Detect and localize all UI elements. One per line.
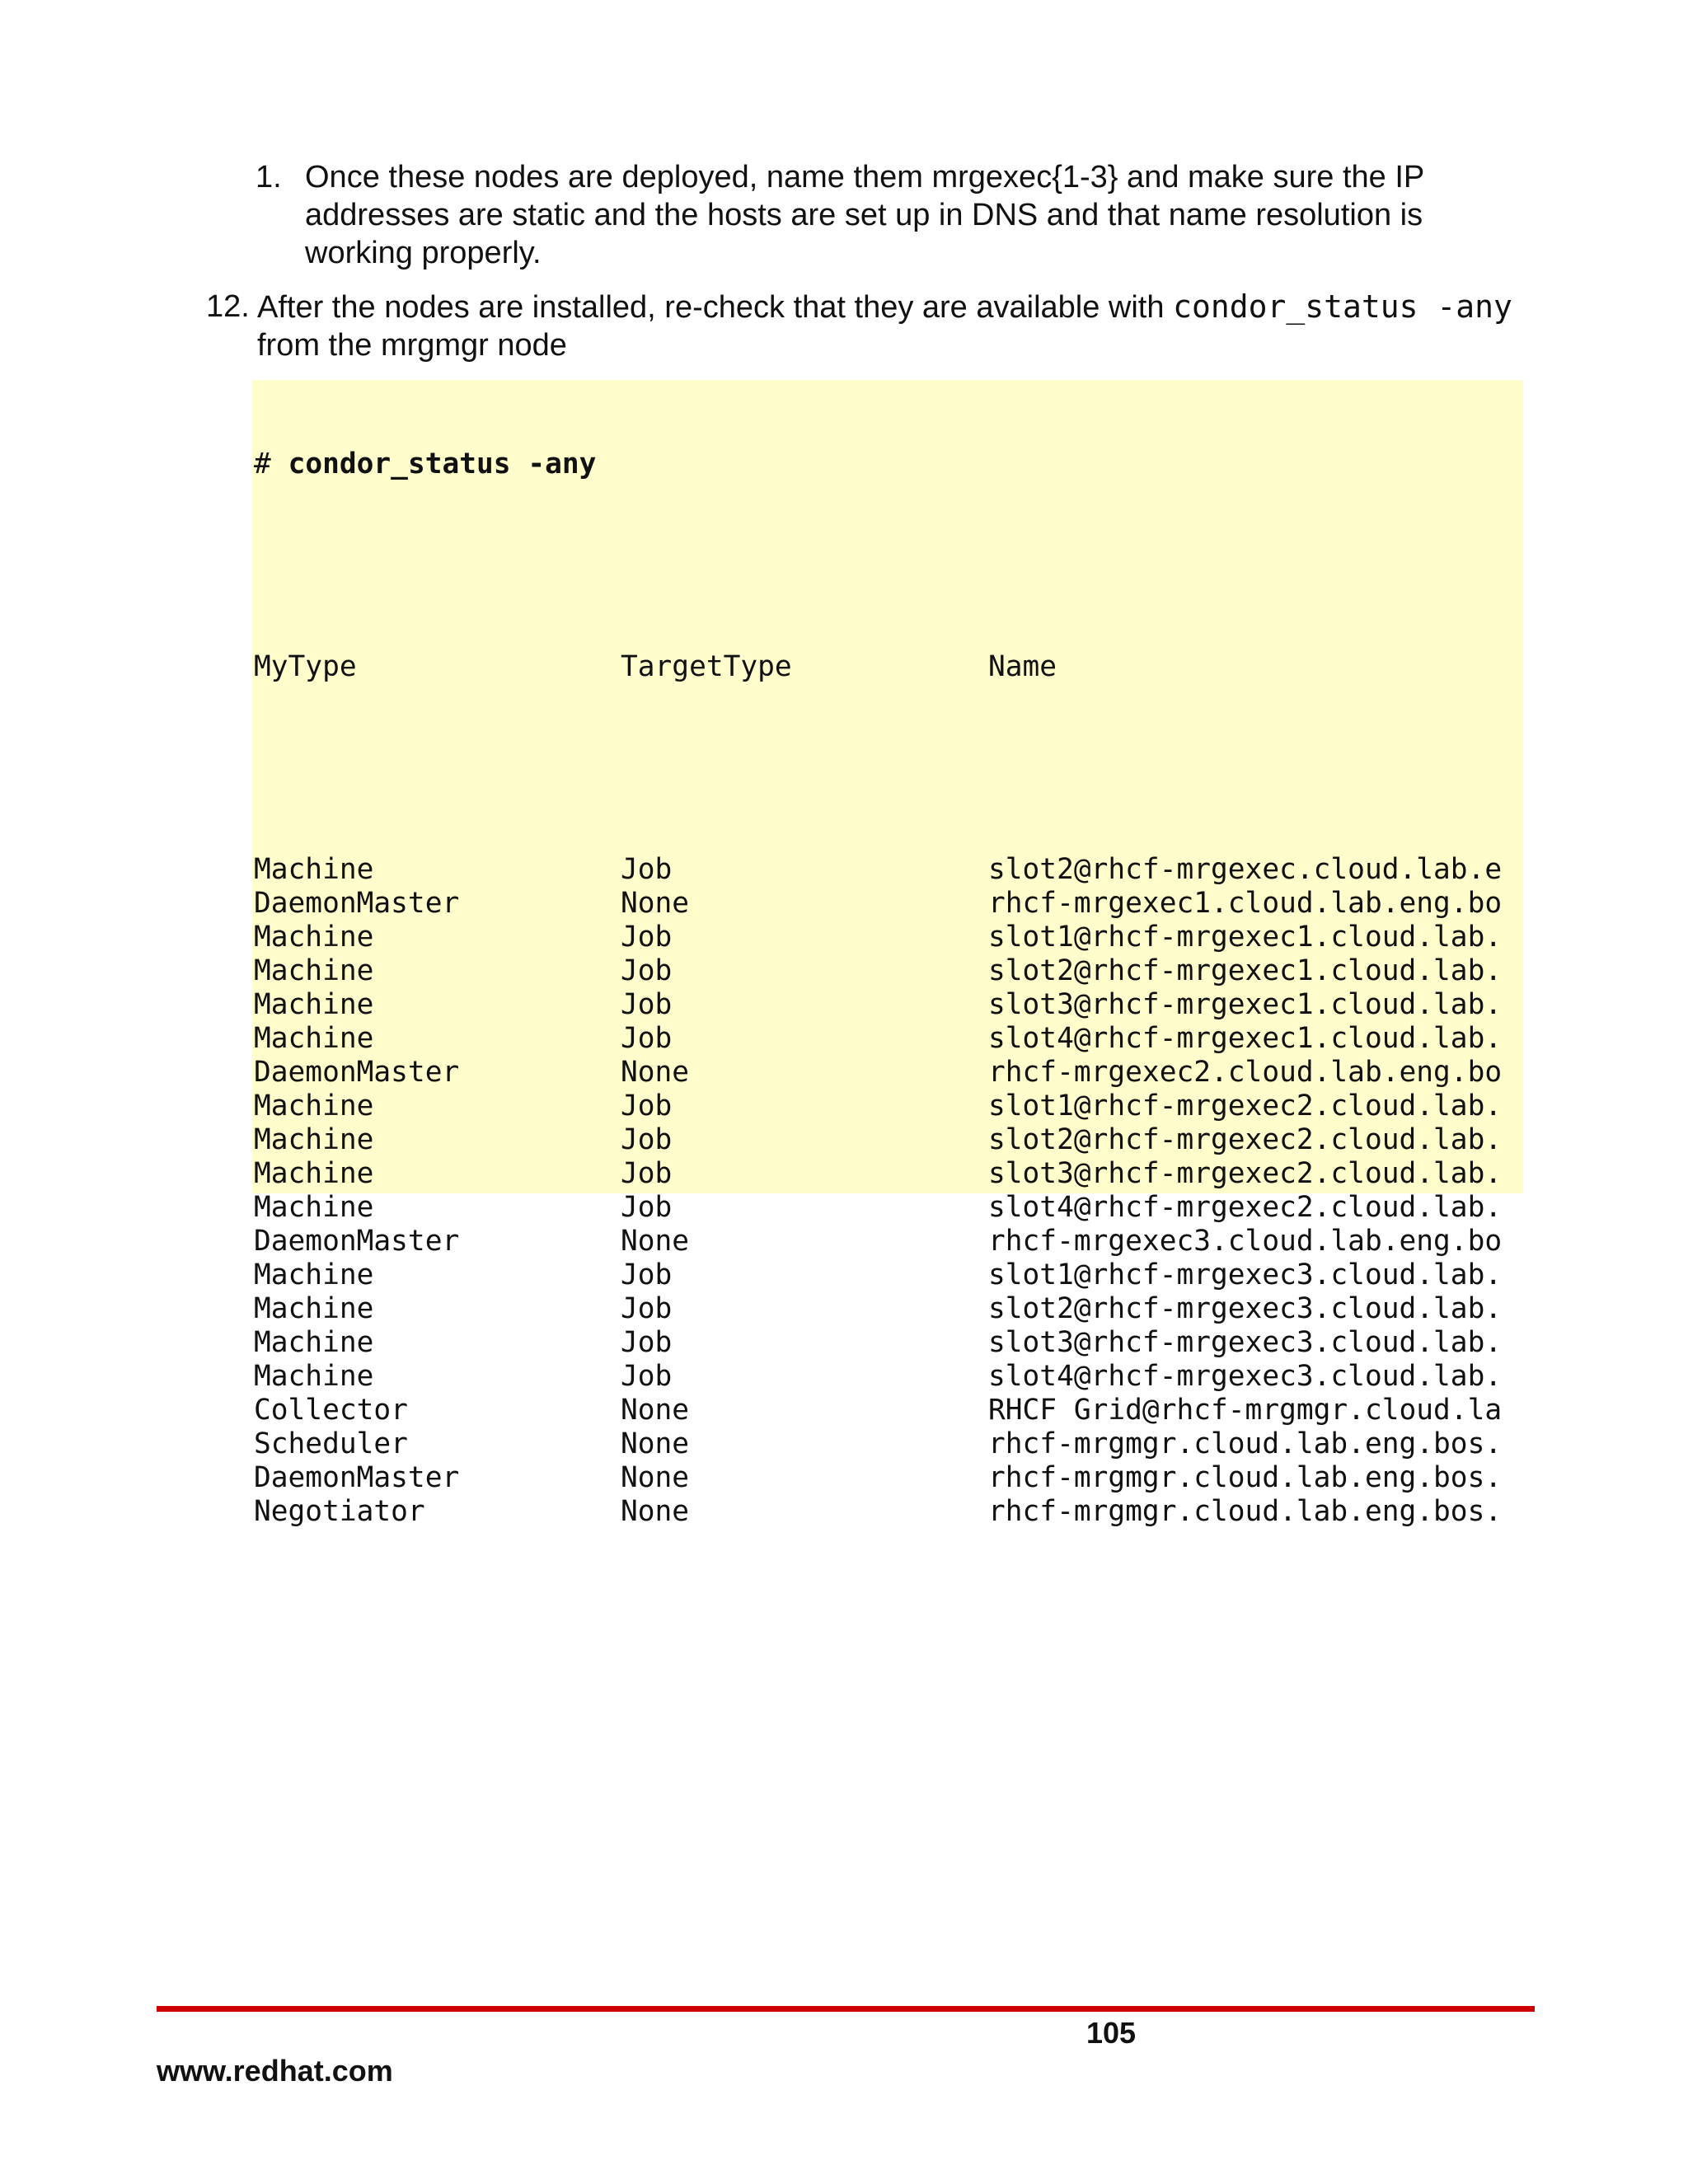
cell-name: slot2@rhcf-mrgexec2.cloud.lab.: [988, 1123, 1503, 1156]
cell-targettype: None: [621, 1225, 690, 1258]
cell-mytype: Machine: [254, 853, 374, 886]
header-name: Name: [988, 650, 1057, 683]
cell-targettype: None: [621, 1427, 690, 1460]
table-row: [252, 1123, 1523, 1157]
table-row: [252, 1258, 1523, 1292]
cell-mytype: Machine: [254, 1191, 374, 1224]
cell-targettype: Job: [621, 1123, 673, 1156]
table-header: [252, 650, 1523, 684]
cell-targettype: Job: [621, 1157, 673, 1190]
blank-line: [252, 752, 1523, 785]
list-item-step-12: [206, 288, 1525, 364]
cell-targettype: Job: [621, 1326, 673, 1359]
cell-targettype: None: [621, 1394, 690, 1427]
cell-mytype: Machine: [254, 1123, 374, 1156]
table-row: [252, 1022, 1523, 1056]
cell-targettype: None: [621, 1461, 690, 1494]
cell-targettype: Job: [621, 954, 673, 987]
page-number: 105: [1086, 2016, 1137, 2050]
cell-targettype: None: [621, 1056, 690, 1089]
cell-name: slot2@rhcf-mrgexec3.cloud.lab.: [988, 1292, 1503, 1325]
table-row: [252, 1225, 1523, 1258]
command-text: condor_status -any: [288, 448, 597, 480]
cell-name: slot4@rhcf-mrgexec3.cloud.lab.: [988, 1360, 1503, 1393]
cell-targettype: Job: [621, 1090, 673, 1122]
cell-name: slot3@rhcf-mrgexec2.cloud.lab.: [988, 1157, 1503, 1190]
table-row: [252, 1191, 1523, 1225]
table-row: [252, 988, 1523, 1022]
table-row: [252, 921, 1523, 954]
cell-targettype: Job: [621, 1292, 673, 1325]
cell-targettype: None: [621, 887, 690, 920]
cell-name: rhcf-mrgexec1.cloud.lab.eng.bo: [988, 887, 1503, 920]
cell-targettype: Job: [621, 988, 673, 1021]
table-row: [252, 1461, 1523, 1495]
cell-name: rhcf-mrgmgr.cloud.lab.eng.bos.: [988, 1427, 1503, 1460]
cell-mytype: DaemonMaster: [254, 1461, 460, 1494]
cell-name: rhcf-mrgexec2.cloud.lab.eng.bo: [988, 1056, 1503, 1089]
cell-name: slot1@rhcf-mrgexec3.cloud.lab.: [988, 1258, 1503, 1291]
cell-mytype: Machine: [254, 988, 374, 1021]
cell-mytype: Machine: [254, 1326, 374, 1359]
cell-targettype: Job: [621, 1191, 673, 1224]
table-row: [252, 954, 1523, 988]
cell-name: slot2@rhcf-mrgexec.cloud.lab.e: [988, 853, 1503, 886]
blank-line: [252, 549, 1523, 583]
step-text: Once these nodes are deployed, name them mrgexec{1-3} and make sure the IP addresses are static and the hosts are set up in DNS and that name resolution is working properly.: [305, 160, 1424, 270]
table-row: [252, 887, 1523, 921]
step-number: 12.: [206, 289, 250, 324]
table-row: [252, 1056, 1523, 1090]
cell-name: rhcf-mrgexec3.cloud.lab.eng.bo: [988, 1225, 1503, 1258]
table-row: [252, 1326, 1523, 1360]
header-mytype: MyType: [254, 650, 357, 683]
step-number: 1.: [256, 160, 282, 194]
cell-mytype: Scheduler: [254, 1427, 408, 1460]
command-line: [252, 448, 1523, 481]
cell-name: slot3@rhcf-mrgexec1.cloud.lab.: [988, 988, 1503, 1021]
cell-mytype: Collector: [254, 1394, 408, 1427]
cell-mytype: DaemonMaster: [254, 1056, 460, 1089]
header-targettype: TargetType: [621, 650, 792, 683]
table-row: [252, 1495, 1523, 1529]
table-row: [252, 1394, 1523, 1427]
cell-name: RHCF Grid@rhcf-mrgmgr.cloud.la: [988, 1394, 1503, 1427]
cell-name: slot2@rhcf-mrgexec1.cloud.lab.: [988, 954, 1503, 987]
step-text-after: from the mrgmgr node: [257, 328, 567, 363]
cell-targettype: Job: [621, 1258, 673, 1291]
cell-mytype: Machine: [254, 921, 374, 954]
cell-targettype: Job: [621, 1360, 673, 1393]
cell-targettype: None: [621, 1495, 690, 1528]
cell-name: rhcf-mrgmgr.cloud.lab.eng.bos.: [988, 1495, 1503, 1528]
cell-targettype: Job: [621, 1022, 673, 1055]
cell-name: slot4@rhcf-mrgexec2.cloud.lab.: [988, 1191, 1503, 1224]
prompt-symbol: #: [254, 448, 271, 480]
footer-rule: [157, 2006, 1535, 2012]
cell-mytype: DaemonMaster: [254, 887, 460, 920]
cell-mytype: Machine: [254, 1258, 374, 1291]
status-rows: [252, 853, 1523, 1529]
inline-code: condor_status -any: [1173, 288, 1512, 325]
cell-name: rhcf-mrgmgr.cloud.lab.eng.bos.: [988, 1461, 1503, 1494]
cell-mytype: Machine: [254, 1022, 374, 1055]
cell-mytype: Machine: [254, 954, 374, 987]
cell-mytype: Machine: [254, 1292, 374, 1325]
table-row: [252, 1427, 1523, 1461]
cell-targettype: Job: [621, 853, 673, 886]
cell-targettype: Job: [621, 921, 673, 954]
list-item-step-1: [256, 158, 1517, 272]
step-text-before: After the nodes are installed, re-check that they are available with: [257, 290, 1174, 325]
footer-url: www.redhat.com: [157, 2054, 393, 2088]
table-row: [252, 853, 1523, 887]
step-text: [257, 288, 1525, 364]
table-row: [252, 1090, 1523, 1123]
cell-mytype: DaemonMaster: [254, 1225, 460, 1258]
cell-mytype: Machine: [254, 1157, 374, 1190]
table-row: [252, 1360, 1523, 1394]
cell-name: slot4@rhcf-mrgexec1.cloud.lab.: [988, 1022, 1503, 1055]
cell-name: slot1@rhcf-mrgexec1.cloud.lab.: [988, 921, 1503, 954]
cell-name: slot1@rhcf-mrgexec2.cloud.lab.: [988, 1090, 1503, 1122]
cell-mytype: Negotiator: [254, 1495, 425, 1528]
code-block: [252, 380, 1523, 1528]
cell-mytype: Machine: [254, 1360, 374, 1393]
table-row: [252, 1292, 1523, 1326]
cell-name: slot3@rhcf-mrgexec3.cloud.lab.: [988, 1326, 1503, 1359]
cell-mytype: Machine: [254, 1090, 374, 1122]
table-row: [252, 1157, 1523, 1191]
